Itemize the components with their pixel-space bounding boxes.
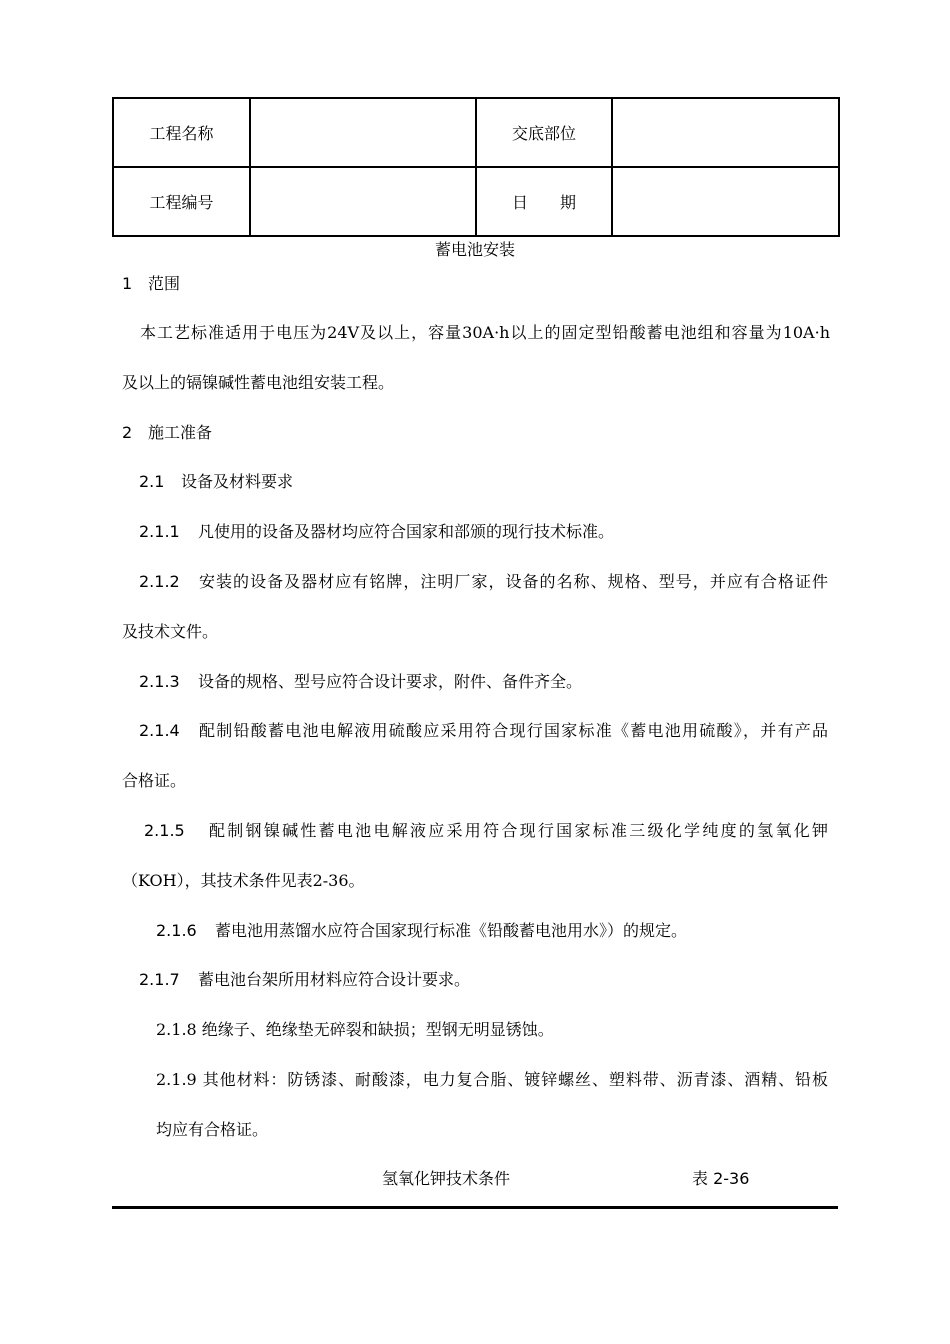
item-2-1-1-number: 2.1.1 (139, 522, 180, 541)
item-2-1-8-text: 2.1.8 绝缘子、绝缘垫无碎裂和缺损；型钢无明显锈蚀。 (156, 1020, 554, 1039)
table-caption-title: 氢氧化钾技术条件 (382, 1169, 511, 1188)
item-2-1-2-line2: 及技术文件。 (122, 622, 219, 641)
handover-part-value[interactable] (612, 98, 839, 167)
table-caption-number: 表 2-36 (692, 1169, 750, 1188)
section-1-paragraph-line2: 及以上的镉镍碱性蓄电池组安装工程。 (122, 373, 395, 392)
project-name-label: 工程名称 (113, 98, 250, 167)
table-top-rule (112, 1206, 838, 1209)
section-1-number: 1 (122, 274, 133, 293)
project-number-value[interactable] (250, 167, 476, 236)
handover-part-label: 交底部位 (476, 98, 612, 167)
subsection-2-1-number: 2.1 (139, 472, 165, 491)
item-2-1-7-number: 2.1.7 (139, 970, 180, 989)
subsection-2-1-title: 设备及材料要求 (181, 472, 294, 491)
item-2-1-4-line2: 合格证。 (122, 771, 187, 790)
item-2-1-4-number: 2.1.4 (139, 721, 180, 740)
project-number-label: 工程编号 (113, 167, 250, 236)
item-2-1-6-text: 蓄电池用蒸馏水应符合国家现行标准《铅酸蓄电池用水》）的规定。 (215, 921, 688, 940)
table-row (113, 167, 839, 236)
project-info-table (112, 97, 840, 237)
project-name-value[interactable] (250, 98, 476, 167)
item-2-1-2-line1: 安装的设备及器材应有铭牌，注明厂家，设备的名称、规格、型号，并应有合格证件 (199, 572, 828, 591)
date-label: 日 期 (476, 167, 612, 236)
item-2-1-5-number: 2.1.5 (144, 821, 185, 840)
section-2-title: 施工准备 (148, 423, 213, 442)
item-2-1-4-line1: 配制铅酸蓄电池电解液用硫酸应采用符合现行国家标准《蓄电池用硫酸》，并有产品 (199, 721, 828, 740)
item-2-1-6-number: 2.1.6 (156, 921, 197, 940)
table-row (113, 98, 839, 167)
item-2-1-3-text: 设备的规格、型号应符合设计要求，附件、备件齐全。 (198, 672, 583, 691)
section-2-number: 2 (122, 423, 133, 442)
section-1-title: 范围 (148, 274, 181, 293)
item-2-1-7-text: 蓄电池台架所用材料应符合设计要求。 (198, 970, 471, 989)
item-2-1-3-number: 2.1.3 (139, 672, 180, 691)
item-2-1-9-line1: 2.1.9 其他材料：防锈漆、耐酸漆，电力复合脂、镀锌螺丝、塑料带、沥青漆、酒精、铅板 (156, 1070, 828, 1089)
item-2-1-9-line2: 均应有合格证。 (156, 1120, 269, 1139)
section-1-paragraph-line1: 本工艺标准适用于电压为24V及以上，容量30A·h以上的固定型铅酸蓄电池组和容量为10A·h (140, 323, 830, 342)
item-2-1-1-text: 凡使用的设备及器材均应符合国家和部颁的现行技术标准。 (198, 522, 615, 541)
document-title: 蓄电池安装 (434, 240, 515, 259)
item-2-1-2-number: 2.1.2 (139, 572, 180, 591)
item-2-1-5-line2: （KOH），其技术条件见表2-36。 (122, 871, 365, 890)
date-value[interactable] (612, 167, 839, 236)
item-2-1-5-line1: 配制钢镍碱性蓄电池电解液应采用符合现行国家标准三级化学纯度的氢氧化钾 (209, 821, 828, 840)
